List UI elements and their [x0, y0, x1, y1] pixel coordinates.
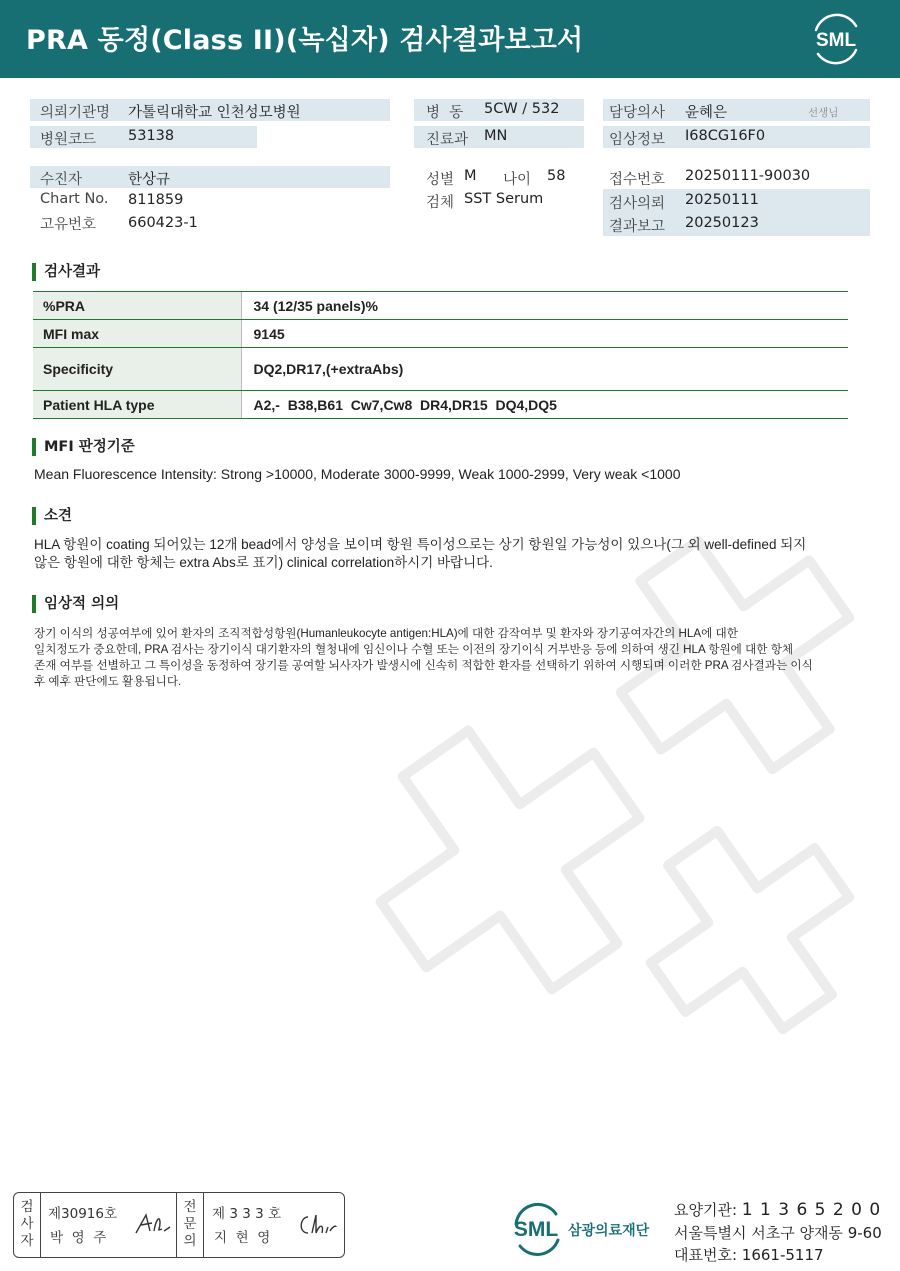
footer-logo-text: SML [513, 1218, 559, 1241]
footer-phone-value: 1661-5117 [741, 1246, 824, 1264]
report-date-value: 20250123 [685, 215, 759, 231]
signature-box [13, 1192, 345, 1258]
dept-value: MN [484, 128, 508, 144]
doctor-suffix: 선생님 [808, 107, 839, 119]
tester-license-no: 제30916호 [48, 1206, 118, 1222]
tester-label: 검 사 자 [20, 1199, 34, 1249]
hospital-label: 의뢰기관명 [40, 105, 111, 121]
specialist-label: 전 문 의 [183, 1199, 197, 1249]
result-key: Patient HLA type [33, 391, 241, 419]
report-header [0, 0, 900, 78]
request-value: 20250111 [685, 192, 759, 208]
clinical-info-value: I68CG16F0 [685, 128, 766, 144]
mfi-section-title: MFI 판정기준 [32, 438, 135, 456]
opinion-line-2: 않은 항원에 대한 항체는 extra Abs로 표기) clinical correlation하시기 바랍니다. [34, 555, 493, 570]
dept-label: 진료과 [426, 132, 469, 148]
results-table [33, 291, 848, 419]
ward-value: 5CW / 532 [484, 101, 560, 117]
result-key: MFI max [33, 320, 241, 348]
sml-logo-text: SML [815, 30, 857, 51]
tester-signature [132, 1209, 174, 1239]
watermark-logo [360, 520, 900, 1040]
footer-code-label: 요양기관: [674, 1201, 742, 1219]
age-label: 나이 [503, 172, 532, 188]
result-value: A2,- B38,B61 Cw7,Cw8 DR4,DR15 DQ4,DQ5 [241, 391, 848, 419]
table-row [33, 320, 848, 348]
footer-logo [512, 1200, 667, 1256]
clinical-line-4: 후 예후 판단에도 활용됩니다. [34, 675, 182, 688]
footer-code-value: 1 1 3 6 5 2 0 0 [741, 1200, 882, 1220]
chart-no-value: 811859 [128, 192, 184, 208]
tester-name: 박 영 주 [50, 1230, 107, 1246]
specialist-name: 지 현 영 [214, 1230, 271, 1246]
result-key: Specificity [33, 348, 241, 391]
id-label: 고유번호 [40, 217, 97, 233]
clinical-section-title: 임상적 의의 [32, 595, 119, 613]
result-value: 9145 [241, 320, 848, 348]
sex-value: M [464, 168, 477, 184]
clinical-line-2: 일치정도가 중요한데, PRA 검사는 장기이식 대기환자의 혈청내에 임신이나 수혈 또는 이전의 장기이식 거부반응 등에 의하여 생긴 HLA 항원에 대한 항체 [34, 643, 794, 656]
patient-label: 수진자 [40, 172, 83, 188]
hospital-code-value: 53138 [128, 128, 175, 144]
receipt-value: 20250111-90030 [685, 168, 811, 184]
ward-label: 병 동 [426, 105, 464, 121]
report-title: PRA 동정(Class II)(녹십자) 검사결과보고서 [26, 25, 584, 56]
specialist-license-no: 제 3 3 3 호 [212, 1206, 282, 1222]
id-value: 660423-1 [128, 215, 198, 231]
opinion-section-title: 소견 [32, 507, 72, 525]
clinical-line-1: 장기 이식의 성공여부에 있어 환자의 조직적합성항원(Humanleukocyte antigen:HLA)에 대한 감작여부 및 환자와 장기공여자간의 HLA에 대한 [34, 627, 738, 640]
age-value: 58 [547, 168, 566, 184]
footer-institution-code [674, 1199, 881, 1220]
sex-label: 성별 [426, 172, 455, 188]
specimen-value: SST Serum [464, 191, 544, 207]
sml-logo [808, 12, 864, 66]
specialist-signature [294, 1209, 338, 1239]
opinion-line-1: HLA 항원이 coating 되어있는 12개 bead에서 양성을 보이며 항원 특이성으로는 상기 항원일 가능성이 있으나(그 외 well-defined 되지 [34, 537, 807, 552]
footer-org-name: 삼광의료재단 [568, 1223, 650, 1239]
hospital-value: 가톨릭대학교 인천성모병원 [128, 105, 301, 121]
receipt-label: 접수번호 [609, 172, 666, 188]
hospital-code-label: 병원코드 [40, 132, 97, 148]
doctor-label: 담당의사 [609, 105, 666, 121]
patient-value: 한상규 [128, 172, 171, 188]
results-section-title: 검사결과 [32, 263, 100, 281]
result-value: 34 (12/35 panels)% [241, 292, 848, 320]
clinical-info-label: 임상정보 [609, 132, 666, 148]
result-key: %PRA [33, 292, 241, 320]
mfi-criteria-text: Mean Fluorescence Intensity: Strong >10000, Moderate 3000-9999, Weak 1000-2999, Very weak <1000 [34, 466, 681, 482]
request-label: 검사의뢰 [609, 196, 666, 212]
doctor-value: 윤혜은 [685, 105, 728, 121]
chart-no-label: Chart No. [40, 191, 109, 207]
table-row [33, 292, 848, 320]
result-value: DQ2,DR17,(+extraAbs) [241, 348, 848, 391]
table-row [33, 348, 848, 391]
footer-phone-label: 대표번호: [674, 1246, 742, 1264]
specimen-label: 검체 [426, 195, 455, 211]
footer-phone [674, 1244, 824, 1265]
clinical-line-3: 존재 여부를 선별하고 그 특이성을 동정하여 장기를 공여할 뇌사자가 발생시에 신속히 적합한 환자를 선택하기 위하여 시행되며 이러한 PRA 검사결과는 이식 [34, 659, 813, 672]
table-row [33, 391, 848, 419]
report-date-label: 결과보고 [609, 219, 666, 235]
footer-address: 서울특별시 서초구 양재동 9-60 [674, 1224, 882, 1242]
